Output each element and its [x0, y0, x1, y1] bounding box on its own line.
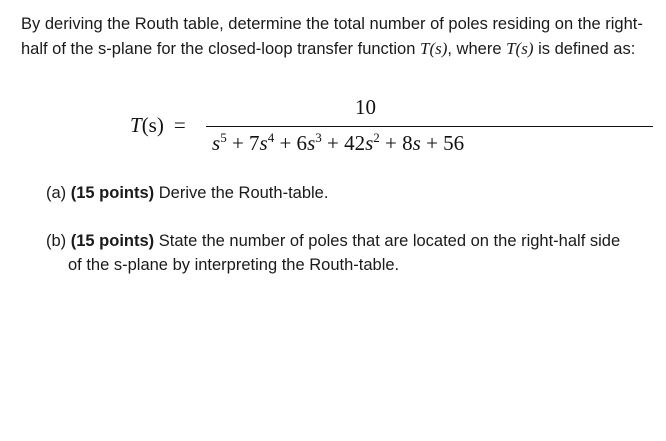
part-b-text: State the number of poles that are located on the right-half side: [154, 232, 621, 250]
equation-lhs: [130, 113, 186, 138]
den-var: s: [365, 131, 374, 155]
den-const: + 56: [420, 131, 465, 155]
den-exp: 2: [373, 130, 380, 145]
transfer-function-symbol: T(s): [419, 38, 448, 58]
part-a-points: (15 points): [70, 184, 155, 202]
part-b-text-continued: of the s-plane by interpreting the Routh-table.: [68, 256, 400, 274]
transfer-function-symbol: T(s): [506, 38, 534, 58]
question-intro: [21, 12, 651, 61]
den-exp: 3: [315, 130, 322, 145]
part-b-label: (b): [46, 232, 71, 250]
equation-denominator: [212, 131, 464, 156]
part-a-text: Derive the Routh-table.: [154, 184, 329, 202]
den-exp: 4: [267, 130, 275, 145]
part-a-label: (a): [46, 184, 71, 202]
intro-text: is defined as:: [533, 39, 636, 58]
den-var: s: [259, 131, 268, 155]
fraction-bar: [206, 126, 653, 127]
intro-text: , where: [447, 39, 507, 58]
intro-text: By deriving the Routh table, determine the total number of poles residing on the right-half of the s-plane for the closed-loop transfer function: [21, 15, 643, 58]
equals-sign: =: [173, 113, 186, 137]
den-exp: 5: [220, 130, 227, 145]
den-var: s: [212, 131, 221, 155]
den-coef: + 42: [321, 131, 366, 155]
part-a: [46, 181, 646, 205]
den-var: s: [412, 131, 421, 155]
equation-numerator: 10: [355, 95, 376, 119]
den-var: s: [307, 131, 316, 155]
den-coef: + 8: [379, 131, 413, 155]
part-b-points: (15 points): [70, 232, 155, 250]
den-coef: + 7: [226, 131, 260, 155]
lhs-argument: (s): [141, 113, 164, 137]
lhs-symbol: T: [130, 113, 142, 137]
transfer-function-equation: [130, 93, 550, 163]
den-coef: + 6: [274, 131, 308, 155]
part-b: [46, 229, 646, 277]
